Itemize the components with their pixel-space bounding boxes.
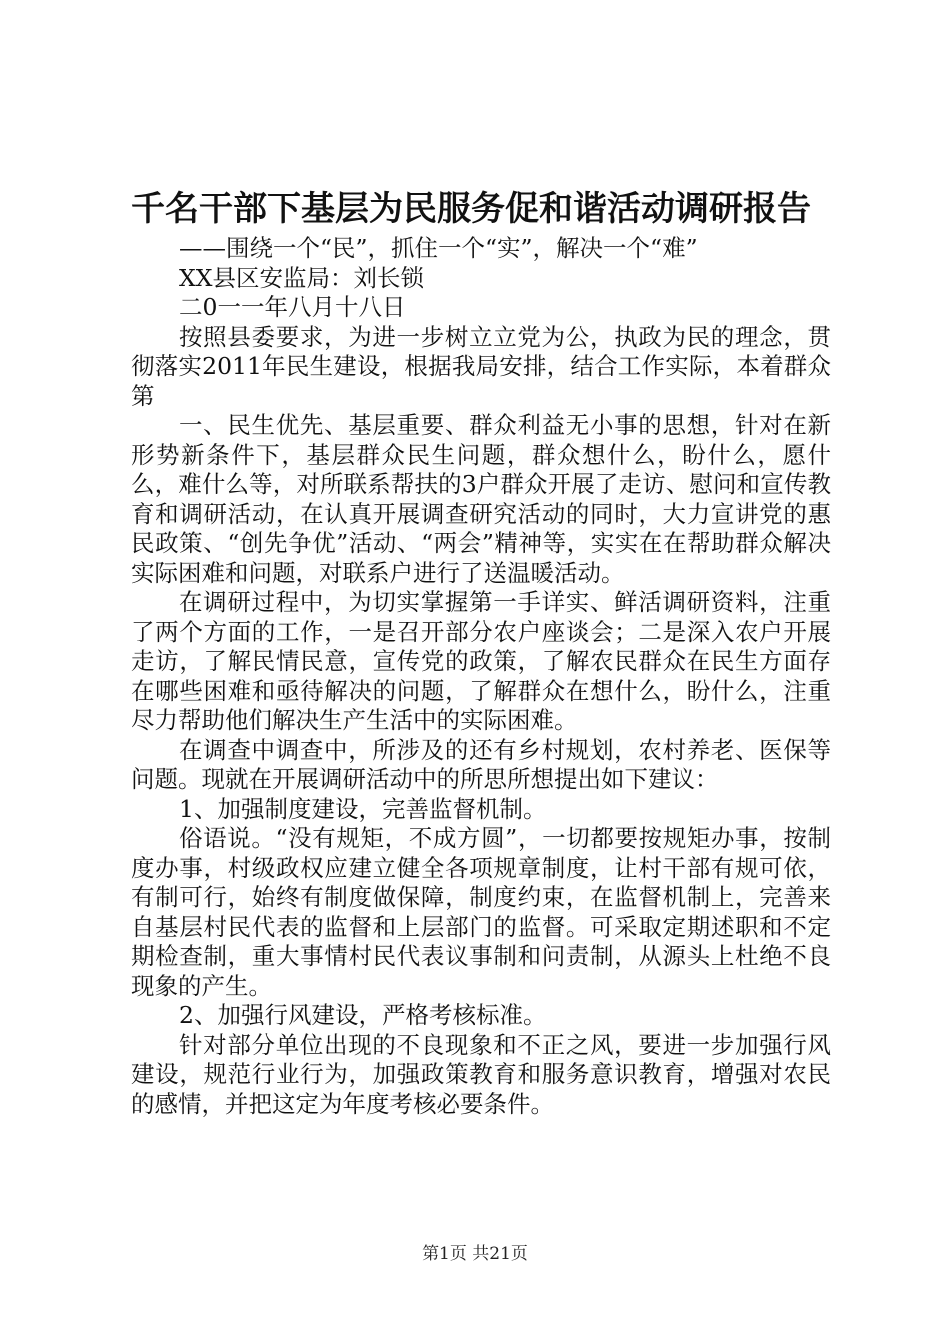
paragraph-research-process: 在调研过程中，为切实掌握第一手详实、鲜活调研资料，注重了两个方面的工作，一是召开部分农户座谈会；二是深入农户开展走访，了解民情民意，宣传党的政策，了解农民群众在民生方面存在哪些困难和亟待解决的问题，了解群众在想什么，盼什么，注重尽力帮助他们解决生产生活中的实际困难。 bbox=[131, 588, 831, 734]
paragraph-findings: 在调查中调查中，所涉及的还有乡村规划，农村养老、医保等问题。现就在开展调研活动中的所思所想提出如下建议： bbox=[131, 735, 831, 793]
paragraph-suggestion-2: 针对部分单位出现的不良现象和不正之风，要进一步加强行风建设，规范行业行为，加强政策教育和服务意识教育，增强对农民的感情，并把这定为年度考核必要条件。 bbox=[131, 1030, 831, 1118]
heading-suggestion-2: 2、加强行风建设，严格考核标准。 bbox=[179, 1001, 547, 1029]
document-title: 千名干部下基层为民服务促和谐活动调研报告 bbox=[131, 189, 811, 229]
document-subtitle: ——围绕一个“民”，抓住一个“实”，解决一个“难” bbox=[179, 234, 698, 262]
document-body bbox=[131, 234, 831, 1119]
paragraph-suggestion-1: 俗语说。“没有规矩，不成方圆”，一切都要按规矩办事，按制度办事，村级政权应建立健全各项规章制度，让村干部有规可依，有制可行，始终有制度做保障，制度约束，在监督机制上，完善来自基层村民代表的监督和上层部门的监督。可采取定期述职和不定期检查制，重大事情村民代表议事制和问责制，从源头上杜绝不良现象的产生。 bbox=[131, 824, 831, 1000]
paragraph-section-1: 一、民生优先、基层重要、群众利益无小事的思想，针对在新形势新条件下，基层群众民生问题，群众想什么，盼什么，愿什么，难什么等，对所联系帮扶的3户群众开展了走访、慰问和宣传教育和调研活动，在认真开展调查研究活动的同时，大力宣讲党的惠民政策、“创先争优”活动、“两会”精神等，实实在在帮助群众解决实际困难和问题，对联系户进行了送温暖活动。 bbox=[131, 411, 831, 587]
date-line: 二0一一年八月十八日 bbox=[179, 293, 406, 321]
heading-suggestion-1: 1、加强制度建设，完善监督机制。 bbox=[179, 794, 547, 823]
page-footer: 第1页 共21页 bbox=[422, 1244, 528, 1264]
author-line: XX县区安监局：刘长锁 bbox=[179, 263, 424, 292]
paragraph-intro: 按照县委要求，为进一步树立立党为公，执政为民的理念，贯彻落实2011年民生建设，根据我局安排，结合工作实际，本着群众第 bbox=[131, 322, 831, 410]
